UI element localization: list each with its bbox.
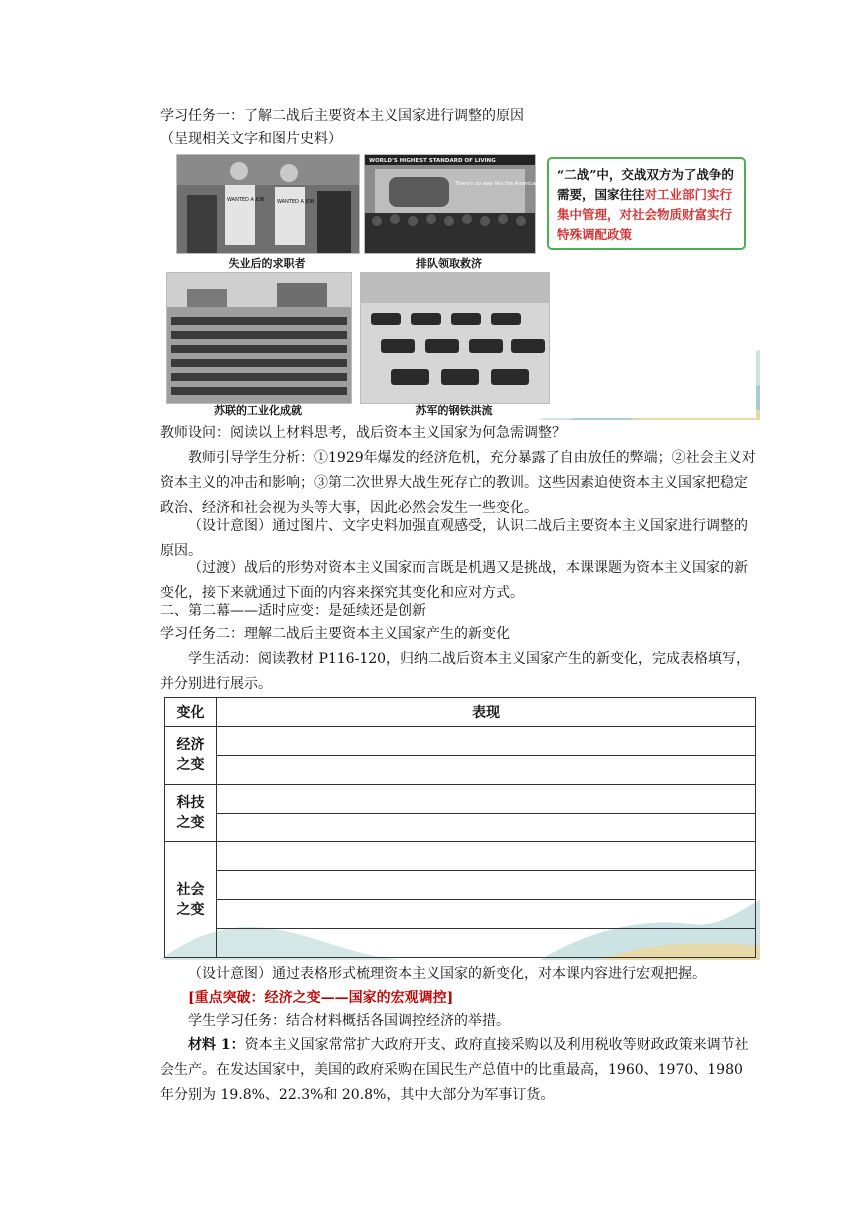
quote-text: “二战”中，交战双方为了战争的需要，国家往往 (557, 167, 734, 202)
table-cell-empty[interactable] (217, 784, 756, 813)
category-society (165, 842, 217, 958)
transition-paragraph: （过渡）战后的形势对资本主义国家而言既是机遇又是挑战，本课课题为资本主义国家的新变化，接下来就通过下面的内容来探究其变化和应对方式。 (160, 560, 748, 601)
table-cell-empty[interactable] (217, 929, 756, 958)
photo1-sign1: WANTED A JOB (227, 197, 265, 203)
design-intent-1: （设计意图）通过图片、文字史料加强直观感受，认识二战后主要资本主义国家进行调整的原因。 (160, 518, 748, 559)
photo-job-seekers (176, 154, 360, 254)
caption-job-seekers: 失业后的求职者 (228, 257, 306, 270)
category-economy (165, 726, 217, 784)
table-cell-empty[interactable] (217, 813, 756, 842)
photo2-billboard: There's no way like the American Way (455, 181, 551, 187)
table-cell-empty[interactable] (217, 726, 756, 755)
category-tech (165, 784, 217, 842)
table-cell-empty[interactable] (217, 755, 756, 784)
photo-relief-queue (364, 154, 551, 254)
header-performance: 表现 (217, 698, 756, 727)
key-point-heading: [重点突破：经济之变——国家的宏观调控] (188, 990, 454, 1006)
student-activity: 学生活动：阅读教材 P116-120，归纳二战后资本主义国家产生的新变化，完成表格填写，并分别进行展示。 (160, 651, 751, 692)
material-1 (160, 1033, 756, 1108)
task1-heading: 学习任务一：了解二战后主要资本主义国家进行调整的原因 (160, 108, 524, 124)
category-tech-label: 科技之变 (176, 795, 205, 831)
photo1-sign2: WANTED A JOB (277, 199, 315, 205)
historical-figure (160, 152, 756, 418)
material-1-label: 材料 1： (188, 1037, 245, 1053)
quote-highlight: 对工业部门实行集中管理，对社会物质财富实行特殊调配政策 (557, 187, 733, 242)
table-cell-empty[interactable] (217, 900, 756, 929)
source-note: （呈现相关文字和图片史料） (160, 131, 342, 147)
wartime-quote-box (547, 157, 746, 250)
table-cell-empty[interactable] (217, 842, 756, 871)
section-2-heading: 二、第二幕——适时应变：是延续还是创新 (160, 603, 426, 619)
task2-heading: 学习任务二：理解二战后主要资本主义国家产生的新变化 (160, 626, 510, 642)
caption-soviet-industry: 苏联的工业化成就 (214, 404, 302, 417)
caption-relief-queue: 排队领取救济 (416, 257, 482, 270)
category-economy-label: 经济之变 (176, 737, 205, 774)
teacher-question: 教师设问：阅读以上材料思考，战后资本主义国家为何急需调整？ (160, 425, 566, 441)
category-society-label: 社会之变 (176, 881, 205, 918)
student-task: 学生学习任务：结合材料概括各国调控经济的举措。 (188, 1013, 510, 1029)
material-1-text: 资本主义国家常常扩大政府开支、政府直接采购以及利用税收等财政政策来调节社会生产。在发达国家中，美国的政府采购在国民生产总值中的比重最高，1960、1970、1980 年分别为 19.8%、22.3%和 20.8%，其中大部分为军事订货。 (160, 1037, 749, 1103)
photo2-banner: WORLD'S HIGHEST STANDARD OF LIVING (369, 158, 496, 164)
photo-soviet-industry (166, 272, 352, 404)
design-intent-2: （设计意图）通过表格形式梳理资本主义国家的新变化，对本课内容进行宏观把握。 (188, 966, 706, 982)
teacher-guidance: 教师引导学生分析：①1929年爆发的经济危机，充分暴露了自由放任的弊端；②社会主义对资本主义的冲击和影响；③第二次世界大战生死存亡的教训。这些因素迫使资本主义国家把稳定政治、经济和社会视为头等大事，因此必然会发生一些变化。 (160, 450, 756, 516)
photo-soviet-tanks (360, 272, 550, 404)
caption-soviet-tanks: 苏军的钢铁洪流 (415, 404, 493, 417)
header-change: 变化 (165, 698, 217, 727)
changes-table (164, 697, 756, 958)
table-cell-empty[interactable] (217, 871, 756, 900)
